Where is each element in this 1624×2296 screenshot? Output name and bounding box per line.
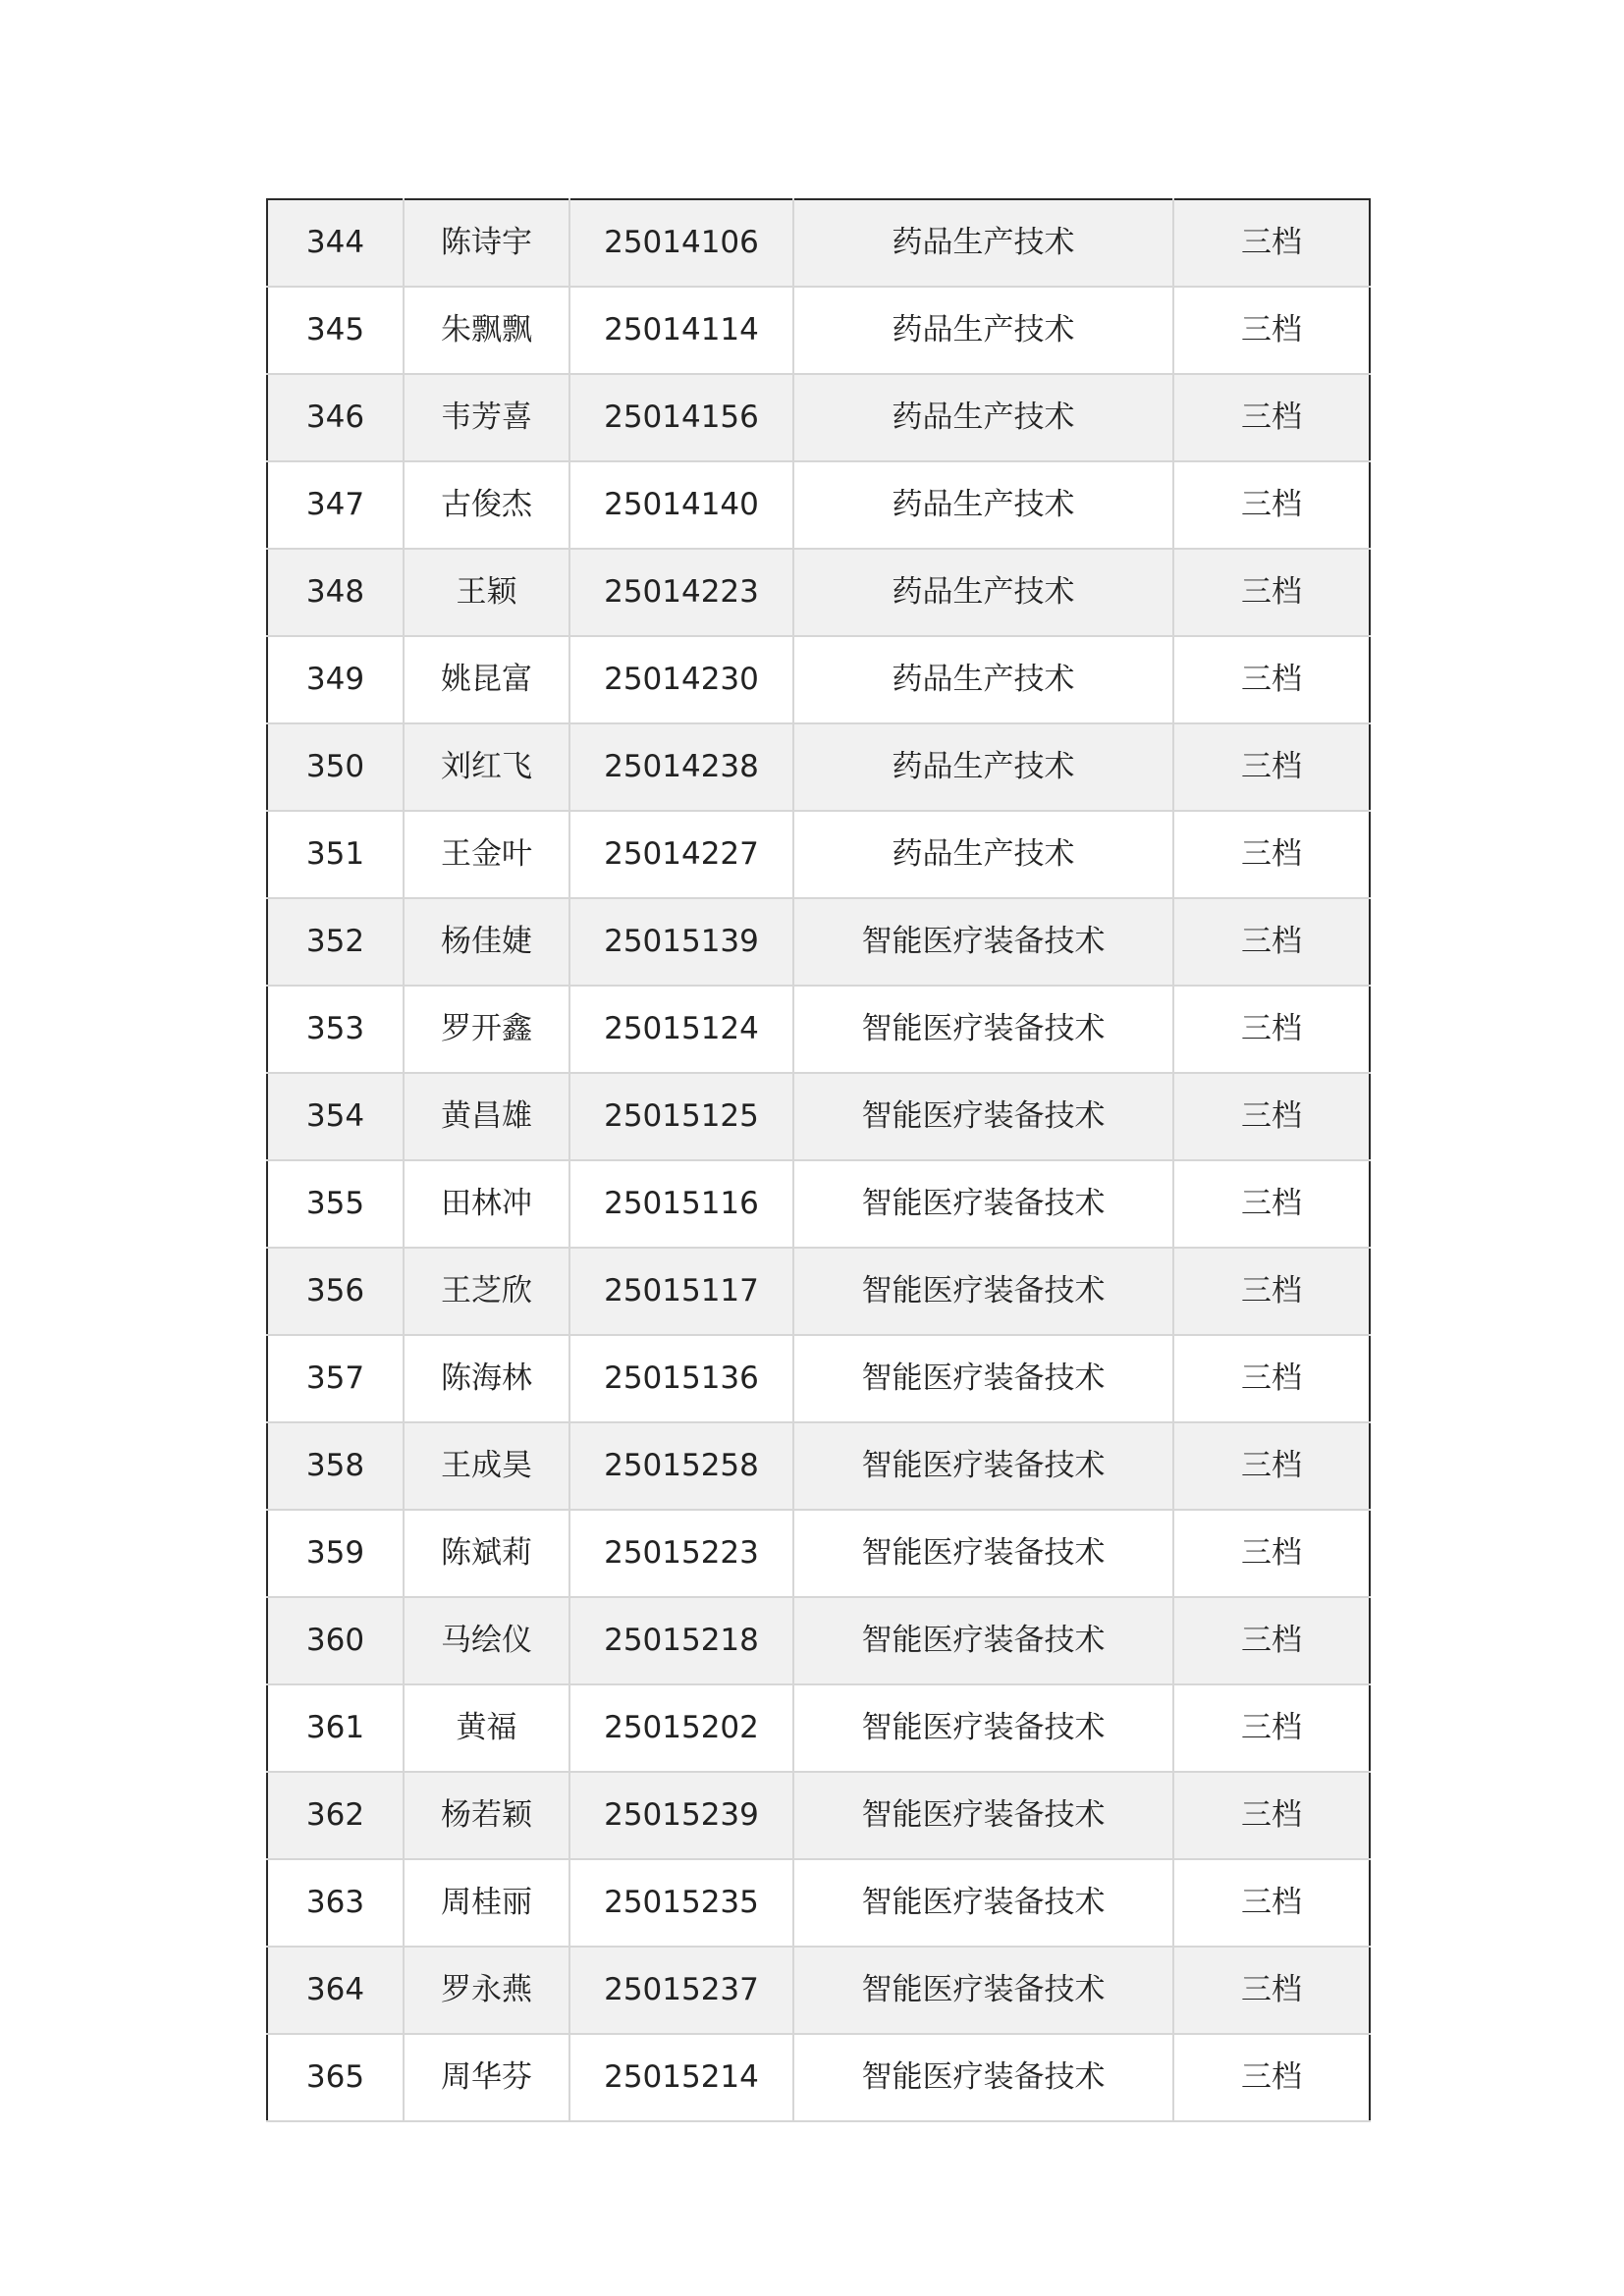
student-id-cell: 25014106 (569, 199, 793, 287)
table-row (267, 2034, 1370, 2121)
name-cell: 王成昊 (404, 1422, 569, 1510)
grade-cell: 三档 (1173, 1859, 1370, 1947)
student-id-cell: 25015235 (569, 1859, 793, 1947)
name-cell: 王颖 (404, 549, 569, 636)
name-cell: 刘红飞 (404, 723, 569, 811)
table-body (267, 199, 1370, 2121)
major-cell: 智能医疗装备技术 (793, 1248, 1173, 1335)
student-id-cell: 25015139 (569, 898, 793, 986)
name-cell: 罗永燕 (404, 1947, 569, 2034)
major-cell: 智能医疗装备技术 (793, 1160, 1173, 1248)
name-cell: 陈海林 (404, 1335, 569, 1422)
row-number-cell: 358 (267, 1422, 404, 1510)
table-row (267, 1859, 1370, 1947)
table-row (267, 723, 1370, 811)
student-id-cell: 25015237 (569, 1947, 793, 2034)
table-row (267, 1160, 1370, 1248)
name-cell: 田林冲 (404, 1160, 569, 1248)
row-number-cell: 361 (267, 1684, 404, 1772)
name-cell: 朱飘飘 (404, 287, 569, 374)
grade-cell: 三档 (1173, 2034, 1370, 2121)
table-row (267, 1947, 1370, 2034)
student-id-cell: 25014227 (569, 811, 793, 898)
grade-cell: 三档 (1173, 1510, 1370, 1597)
table-row (267, 461, 1370, 549)
row-number-cell: 352 (267, 898, 404, 986)
grade-cell: 三档 (1173, 1073, 1370, 1160)
major-cell: 智能医疗装备技术 (793, 1684, 1173, 1772)
major-cell: 智能医疗装备技术 (793, 2034, 1173, 2121)
row-number-cell: 351 (267, 811, 404, 898)
student-id-cell: 25015202 (569, 1684, 793, 1772)
table-row (267, 1684, 1370, 1772)
major-cell: 药品生产技术 (793, 636, 1173, 723)
grade-cell: 三档 (1173, 723, 1370, 811)
student-id-cell: 25015116 (569, 1160, 793, 1248)
grade-cell: 三档 (1173, 636, 1370, 723)
row-number-cell: 356 (267, 1248, 404, 1335)
table-row (267, 287, 1370, 374)
row-number-cell: 360 (267, 1597, 404, 1684)
table-row (267, 636, 1370, 723)
major-cell: 智能医疗装备技术 (793, 898, 1173, 986)
table-row (267, 986, 1370, 1073)
row-number-cell: 344 (267, 199, 404, 287)
grade-cell: 三档 (1173, 1597, 1370, 1684)
student-id-cell: 25015125 (569, 1073, 793, 1160)
grade-cell: 三档 (1173, 1947, 1370, 2034)
grade-cell: 三档 (1173, 374, 1370, 461)
major-cell: 智能医疗装备技术 (793, 1335, 1173, 1422)
major-cell: 药品生产技术 (793, 461, 1173, 549)
table-container (266, 198, 1369, 2122)
major-cell: 智能医疗装备技术 (793, 1859, 1173, 1947)
table-row (267, 811, 1370, 898)
table-row (267, 199, 1370, 287)
table-row (267, 1597, 1370, 1684)
student-id-cell: 25015124 (569, 986, 793, 1073)
name-cell: 马绘仪 (404, 1597, 569, 1684)
student-id-cell: 25014223 (569, 549, 793, 636)
student-id-cell: 25015218 (569, 1597, 793, 1684)
major-cell: 药品生产技术 (793, 287, 1173, 374)
student-id-cell: 25015214 (569, 2034, 793, 2121)
grade-cell: 三档 (1173, 1335, 1370, 1422)
major-cell: 药品生产技术 (793, 549, 1173, 636)
name-cell: 王金叶 (404, 811, 569, 898)
student-id-cell: 25015136 (569, 1335, 793, 1422)
table-row (267, 1772, 1370, 1859)
row-number-cell: 359 (267, 1510, 404, 1597)
name-cell: 姚昆富 (404, 636, 569, 723)
table-row (267, 1335, 1370, 1422)
major-cell: 药品生产技术 (793, 199, 1173, 287)
table-row (267, 374, 1370, 461)
name-cell: 黄昌雄 (404, 1073, 569, 1160)
grade-cell: 三档 (1173, 1160, 1370, 1248)
table-row (267, 1422, 1370, 1510)
student-id-cell: 25014230 (569, 636, 793, 723)
student-id-cell: 25015223 (569, 1510, 793, 1597)
row-number-cell: 347 (267, 461, 404, 549)
grade-cell: 三档 (1173, 287, 1370, 374)
row-number-cell: 364 (267, 1947, 404, 2034)
grade-cell: 三档 (1173, 811, 1370, 898)
row-number-cell: 365 (267, 2034, 404, 2121)
name-cell: 杨佳婕 (404, 898, 569, 986)
row-number-cell: 355 (267, 1160, 404, 1248)
student-id-cell: 25014156 (569, 374, 793, 461)
major-cell: 药品生产技术 (793, 723, 1173, 811)
name-cell: 周桂丽 (404, 1859, 569, 1947)
major-cell: 药品生产技术 (793, 374, 1173, 461)
student-id-cell: 25015258 (569, 1422, 793, 1510)
name-cell: 陈诗宇 (404, 199, 569, 287)
row-number-cell: 353 (267, 986, 404, 1073)
name-cell: 黄福 (404, 1684, 569, 1772)
row-number-cell: 346 (267, 374, 404, 461)
grade-cell: 三档 (1173, 898, 1370, 986)
name-cell: 古俊杰 (404, 461, 569, 549)
grade-cell: 三档 (1173, 1772, 1370, 1859)
grade-cell: 三档 (1173, 199, 1370, 287)
table-row (267, 549, 1370, 636)
row-number-cell: 349 (267, 636, 404, 723)
major-cell: 智能医疗装备技术 (793, 1947, 1173, 2034)
table-row (267, 898, 1370, 986)
name-cell: 罗开鑫 (404, 986, 569, 1073)
name-cell: 韦芳喜 (404, 374, 569, 461)
row-number-cell: 362 (267, 1772, 404, 1859)
student-id-cell: 25015117 (569, 1248, 793, 1335)
major-cell: 智能医疗装备技术 (793, 986, 1173, 1073)
grade-cell: 三档 (1173, 549, 1370, 636)
student-id-cell: 25015239 (569, 1772, 793, 1859)
name-cell: 王芝欣 (404, 1248, 569, 1335)
row-number-cell: 354 (267, 1073, 404, 1160)
row-number-cell: 363 (267, 1859, 404, 1947)
major-cell: 药品生产技术 (793, 811, 1173, 898)
major-cell: 智能医疗装备技术 (793, 1510, 1173, 1597)
major-cell: 智能医疗装备技术 (793, 1073, 1173, 1160)
table-row (267, 1248, 1370, 1335)
grade-cell: 三档 (1173, 1684, 1370, 1772)
grade-cell: 三档 (1173, 1422, 1370, 1510)
student-id-cell: 25014238 (569, 723, 793, 811)
student-id-cell: 25014140 (569, 461, 793, 549)
student-grade-table (266, 198, 1371, 2122)
student-id-cell: 25014114 (569, 287, 793, 374)
row-number-cell: 357 (267, 1335, 404, 1422)
table-row (267, 1510, 1370, 1597)
row-number-cell: 345 (267, 287, 404, 374)
grade-cell: 三档 (1173, 461, 1370, 549)
major-cell: 智能医疗装备技术 (793, 1772, 1173, 1859)
row-number-cell: 348 (267, 549, 404, 636)
row-number-cell: 350 (267, 723, 404, 811)
grade-cell: 三档 (1173, 1248, 1370, 1335)
grade-cell: 三档 (1173, 986, 1370, 1073)
table-row (267, 1073, 1370, 1160)
major-cell: 智能医疗装备技术 (793, 1597, 1173, 1684)
name-cell: 杨若颖 (404, 1772, 569, 1859)
major-cell: 智能医疗装备技术 (793, 1422, 1173, 1510)
name-cell: 周华芬 (404, 2034, 569, 2121)
name-cell: 陈斌莉 (404, 1510, 569, 1597)
